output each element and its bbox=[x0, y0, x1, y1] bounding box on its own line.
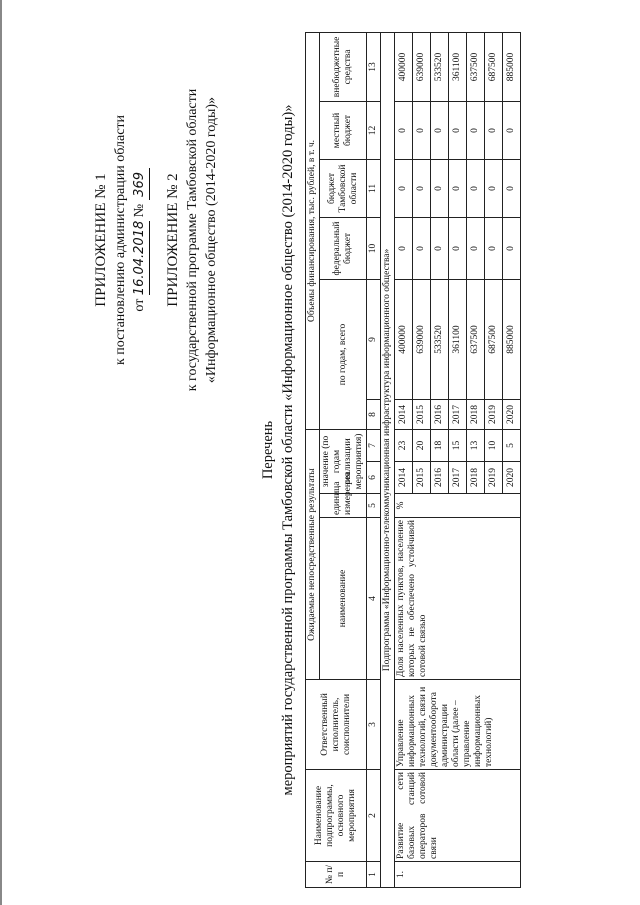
handwritten-date: 16.04.2018 bbox=[130, 221, 150, 295]
offbudget-cell: 361100 bbox=[449, 33, 467, 101]
federal-cell: 0 bbox=[467, 218, 485, 279]
regional-cell: 0 bbox=[467, 160, 485, 217]
offbudget-cell: 885000 bbox=[506, 52, 516, 82]
col-total-header: по годам, всего bbox=[320, 279, 367, 429]
year-cell: 2018 bbox=[467, 400, 485, 429]
year-cell: 2015 bbox=[413, 462, 431, 493]
row-number: 1. bbox=[395, 862, 521, 888]
year-cell: 2015 bbox=[413, 400, 431, 429]
col-local-header: местный бюджет bbox=[320, 101, 367, 159]
federal-budget bbox=[395, 217, 521, 279]
federal-cell: 0 bbox=[395, 218, 413, 279]
column-numbers-row bbox=[367, 32, 381, 887]
finance-group-header: Объемы финансирования, тыс. рублей, в т. ч. bbox=[306, 32, 320, 429]
regional-cell: 0 bbox=[449, 160, 467, 217]
result-values bbox=[395, 429, 521, 461]
col-federal-header: федеральный бюджет bbox=[320, 217, 367, 279]
regional-cell: 0 bbox=[395, 160, 413, 217]
resolution-reference: к постановлению администрации области bbox=[113, 114, 128, 366]
from-label: от bbox=[132, 298, 147, 312]
year-cell: 2017 bbox=[449, 462, 467, 493]
offbudget-cell: 687500 bbox=[485, 33, 503, 101]
resolution-date-line bbox=[130, 75, 150, 405]
local-cell: 0 bbox=[467, 102, 485, 159]
federal-cell: 0 bbox=[506, 246, 516, 251]
list-title-subheading: мероприятий государственной программы Тамбовской области «Информационное общество (2014-2020 годы)» bbox=[280, 104, 296, 796]
year-cell: 2019 bbox=[485, 462, 503, 493]
result-years bbox=[395, 462, 521, 494]
unit-of-measure: % bbox=[395, 494, 521, 518]
year-cell: 2018 bbox=[467, 462, 485, 493]
column-number: 7 bbox=[367, 429, 381, 461]
results-group-header: Ожидаемые непосредственные результаты bbox=[306, 429, 320, 679]
column-number: 1 bbox=[367, 862, 381, 888]
col-offbudget-header: внебюджетные средства bbox=[320, 32, 367, 101]
column-number: 4 bbox=[367, 518, 381, 680]
value-cell: 10 bbox=[485, 430, 503, 461]
appendix-header bbox=[92, 75, 221, 405]
list-title-heading: Перечень bbox=[260, 420, 276, 480]
appendix-2-title: ПРИЛОЖЕНИЕ № 2 bbox=[165, 173, 181, 307]
list-title bbox=[258, 55, 298, 845]
federal-cell: 0 bbox=[485, 218, 503, 279]
col-no-header: № п/п bbox=[306, 862, 367, 888]
value-cell: 23 bbox=[395, 430, 413, 461]
regional-cell: 0 bbox=[485, 160, 503, 217]
year-cell: 2020 bbox=[506, 404, 516, 424]
total-cell: 687500 bbox=[485, 280, 503, 399]
column-number: 13 bbox=[367, 32, 381, 101]
finance-totals bbox=[395, 279, 521, 399]
federal-cell: 0 bbox=[449, 218, 467, 279]
value-cell: 15 bbox=[449, 430, 467, 461]
year-cell: 2020 bbox=[506, 468, 516, 487]
subprogram-title: Подпрограмма «Информационно-телекоммуникационная инфраструктура информационного общества» bbox=[381, 32, 395, 887]
measures-table bbox=[305, 32, 521, 888]
program-reference: к государственной программе Тамбовской области bbox=[185, 88, 200, 392]
expected-result: Доля населенных пунктов, население которых не обеспечено устойчивой сотовой связью bbox=[395, 518, 521, 680]
local-cell: 0 bbox=[485, 102, 503, 159]
column-number: 9 bbox=[367, 279, 381, 399]
col-result-name-header: наименование bbox=[320, 518, 367, 680]
value-cell: 13 bbox=[467, 430, 485, 461]
offbudget-cell: 533520 bbox=[431, 33, 449, 101]
offbudget-cell: 639000 bbox=[413, 33, 431, 101]
offbudget-funds bbox=[395, 32, 521, 101]
value-cell: 5 bbox=[506, 443, 516, 448]
regional-budget bbox=[395, 159, 521, 217]
year-cell: 2017 bbox=[449, 400, 467, 429]
local-cell: 0 bbox=[449, 102, 467, 159]
total-cell: 400000 bbox=[395, 280, 413, 399]
col-unit-header: единица измерения bbox=[320, 494, 367, 518]
measure-name: Развитие сети базовых станций операторов сотовой связи bbox=[395, 770, 521, 862]
local-budget bbox=[395, 101, 521, 159]
offbudget-cell: 637500 bbox=[467, 33, 485, 101]
total-cell: 637500 bbox=[467, 280, 485, 399]
local-cell: 0 bbox=[395, 102, 413, 159]
col-name-header: Наименование подпрограммы, основного мероприятия bbox=[306, 770, 367, 862]
column-number: 5 bbox=[367, 494, 381, 518]
federal-cell: 0 bbox=[413, 218, 431, 279]
year-cell: 2016 bbox=[431, 462, 449, 493]
total-cell: 533520 bbox=[431, 280, 449, 399]
subprogram-row bbox=[381, 32, 395, 887]
year-cell: 2014 bbox=[395, 462, 413, 493]
handwritten-number: 369 bbox=[130, 168, 150, 200]
column-number: 12 bbox=[367, 101, 381, 159]
local-cell: 0 bbox=[431, 102, 449, 159]
column-number: 10 bbox=[367, 217, 381, 279]
year-cell: 2014 bbox=[395, 400, 413, 429]
col-executor-header: Ответственный исполнитель, соисполнители bbox=[306, 680, 367, 770]
total-cell: 639000 bbox=[413, 280, 431, 399]
program-name: «Информационное общество (2014-2020 годы)» bbox=[204, 96, 219, 384]
col-regional-header: бюджет Тамбовской области bbox=[320, 159, 367, 217]
column-number: 8 bbox=[367, 399, 381, 429]
value-cell: 20 bbox=[413, 430, 431, 461]
regional-cell: 0 bbox=[413, 160, 431, 217]
column-number: 6 bbox=[367, 462, 381, 494]
number-label: № bbox=[132, 203, 147, 218]
col-value-header: значение (по годам реализации мероприятия) bbox=[320, 429, 367, 493]
scan-edge bbox=[0, 0, 2, 905]
year-cell: 2016 bbox=[431, 400, 449, 429]
local-cell: 0 bbox=[413, 102, 431, 159]
appendix-1-title: ПРИЛОЖЕНИЕ № 1 bbox=[93, 173, 109, 307]
total-cell: 361100 bbox=[449, 280, 467, 399]
regional-cell: 0 bbox=[506, 186, 516, 191]
federal-cell: 0 bbox=[431, 218, 449, 279]
value-cell: 18 bbox=[431, 430, 449, 461]
offbudget-cell: 400000 bbox=[395, 33, 413, 101]
total-cell: 885000 bbox=[506, 325, 516, 354]
responsible-executor: Управление информационных технологий, связи и документооборота администрации области (далее – управление информационных технологий) bbox=[395, 680, 521, 770]
table-row bbox=[395, 32, 521, 887]
finance-years bbox=[395, 399, 521, 429]
year-cell: 2019 bbox=[485, 400, 503, 429]
local-cell: 0 bbox=[506, 128, 516, 133]
column-number: 3 bbox=[367, 680, 381, 770]
regional-cell: 0 bbox=[431, 160, 449, 217]
column-number: 11 bbox=[367, 159, 381, 217]
column-number: 2 bbox=[367, 770, 381, 862]
